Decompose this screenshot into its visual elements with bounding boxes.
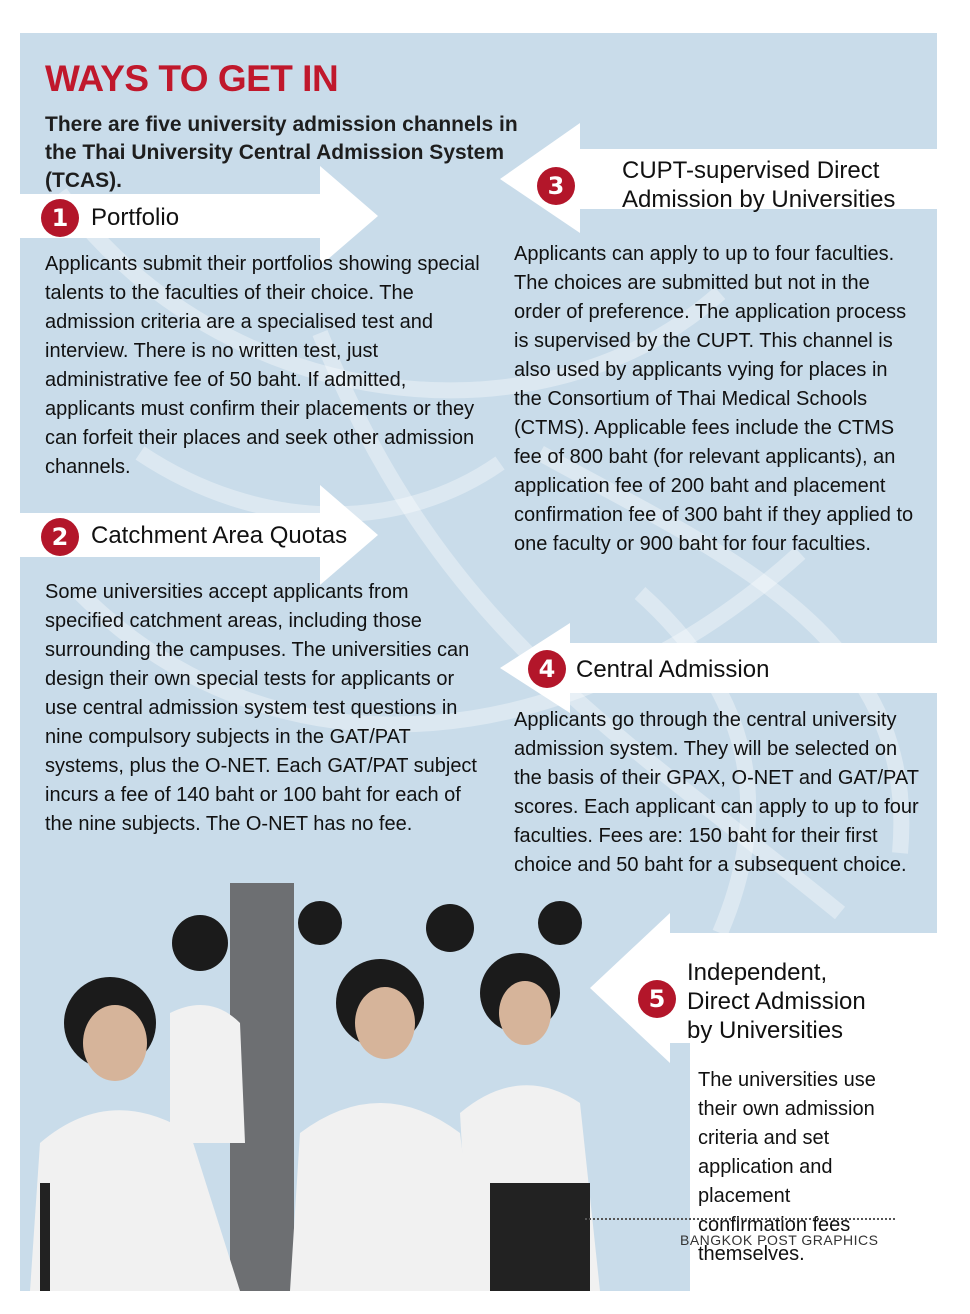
section-body-portfolio: Applicants submit their portfolios showing special talents to the faculties of their choice. The admission criteria are a specialised test and interview. There is no written test, just administrative fee of 50 baht. If admitted, applicants must confirm their placements or they can forfeit their places and seek other admission channels. <box>45 253 480 478</box>
section-body-central: Applicants go through the central university admission system. They will be selected on the basis of their GPAX, O-NET and GAT/PAT scores. Each applicant can apply to up to four faculties. Fees are: 150 baht for their first choice and 50 baht for a subsequent choice. <box>514 709 919 876</box>
section-title-catchment: Catchment Area Quotas <box>91 522 348 549</box>
credit-divider <box>585 1218 895 1220</box>
section-title-central: Central Admission <box>576 656 770 683</box>
section-body-catchment: Some universities accept applicants from specified catchment areas, including those surrounding the campuses. The universities can design their own special tests for applicants or use central admission system test questions in nine compulsory subjects in the GAT/PAT systems, plus the O-NET. Each GAT/PAT subject incurs a fee of 140 baht or 100 baht for each of the nine subjects. The O-NET has no fee. <box>45 581 477 835</box>
section-number-1: 1 <box>41 199 79 237</box>
intro-text: There are five university admission channels in the Thai University Central Admission System (TCAS). <box>45 113 518 192</box>
section-title-portfolio: Portfolio <box>91 204 180 231</box>
section-number-3: 3 <box>537 167 575 205</box>
section-title-cupt: CUPT-supervised Direct Admission by Universities <box>622 157 896 213</box>
section-number-5: 5 <box>638 980 676 1018</box>
section-body-cupt: Applicants can apply to up to four faculties. The choices are submitted but not in the order of preference. The application process is supervised by the CUPT. This channel is also used by applicants vying for places in the Consortium of Thai Medical Schools (CTMS). Applicable fees include the CTMS fee of 800 baht (for relevant applicants), an application fee of 200 baht and placement confirmation fee of 300 baht if they applied to one faculty or 900 baht for four faculties. <box>514 243 914 555</box>
section-number-4: 4 <box>528 650 566 688</box>
credit-line: BANGKOK POST GRAPHICS <box>680 1232 879 1248</box>
section-number-2: 2 <box>41 518 79 556</box>
headline: WAYS TO GET IN <box>45 58 339 99</box>
section-title-independent: Independent, Direct Admission by Universities <box>687 959 866 1044</box>
section-body-independent: The universities use their own admission criteria and set application and placement confirmation fees themselves. <box>698 1069 876 1265</box>
infographic-panel <box>20 33 937 1291</box>
students-photo <box>20 883 600 1291</box>
